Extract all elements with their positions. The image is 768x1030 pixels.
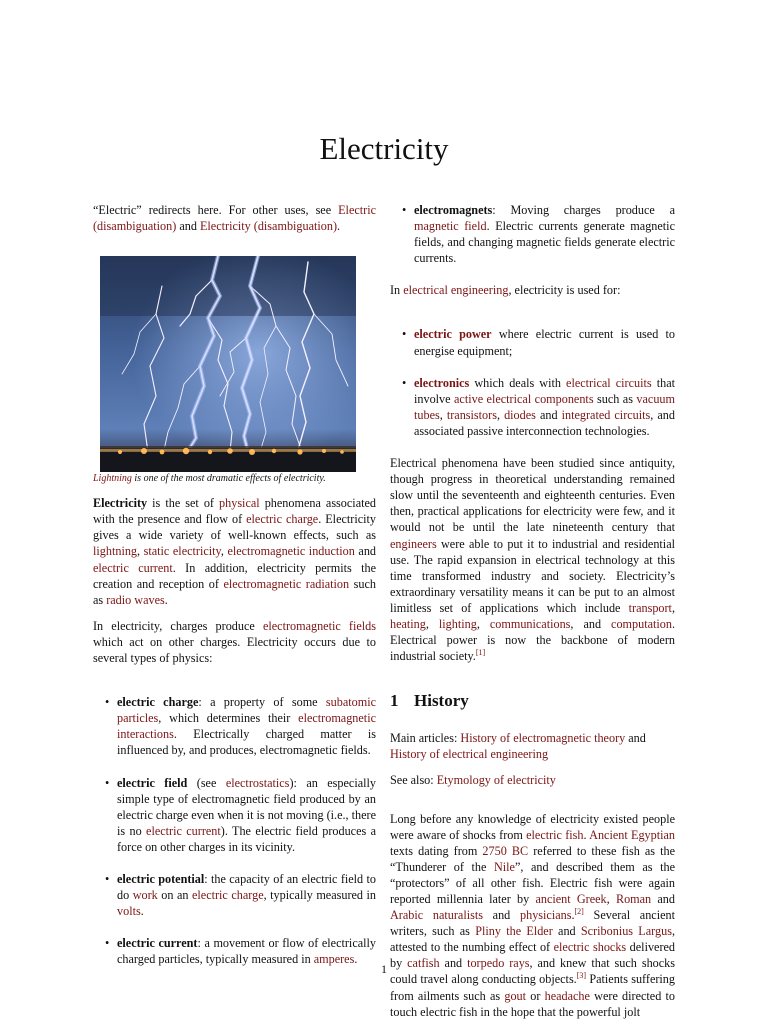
text: : a property of some bbox=[198, 695, 326, 710]
text: Several ancient writers, such as bbox=[390, 908, 675, 939]
text: which deals with bbox=[469, 375, 567, 390]
link-catfish[interactable]: catfish bbox=[407, 956, 440, 971]
link-transistors[interactable]: transistors bbox=[446, 407, 497, 422]
text: and bbox=[552, 924, 581, 939]
text: . bbox=[571, 908, 575, 923]
link-gout[interactable]: gout bbox=[504, 988, 527, 1003]
link-communications[interactable]: communications bbox=[489, 616, 571, 631]
text: , bbox=[476, 616, 490, 631]
text: : the capacity of an electric field to do bbox=[117, 871, 376, 903]
text: ). The electric field produces a force on other charges in its vicinity. bbox=[117, 823, 376, 854]
text: phenomena associated with the presence and flow of bbox=[93, 496, 376, 527]
text: and bbox=[625, 731, 646, 746]
link-lighting[interactable]: lighting bbox=[438, 616, 477, 631]
text: , typically measured in bbox=[263, 888, 377, 903]
bullet-icon: • bbox=[105, 871, 110, 886]
text: , bbox=[137, 544, 144, 559]
figure-caption bbox=[93, 472, 376, 485]
text: , bbox=[496, 407, 505, 422]
bold-term: electromagnets bbox=[414, 203, 493, 217]
text: . In addition, electricity permits the creation and reception of bbox=[93, 560, 376, 591]
section-number: 1 bbox=[390, 691, 399, 711]
link-lightning[interactable]: Lightning bbox=[93, 473, 132, 485]
text: and bbox=[354, 544, 377, 559]
text: , and bbox=[570, 616, 612, 631]
link-electricity-disambiguation[interactable]: Electricity (disambiguation) bbox=[199, 219, 338, 234]
main-articles-note bbox=[390, 730, 675, 762]
bullet-icon: • bbox=[402, 327, 407, 342]
text: and bbox=[482, 908, 520, 923]
text: such as bbox=[593, 391, 637, 406]
bullet-icon: • bbox=[402, 203, 407, 217]
text: , bbox=[220, 544, 228, 559]
link-arabic-naturalists[interactable]: Arabic naturalists bbox=[390, 908, 483, 923]
text: Electrical phenomena have been studied since antiquity, though progress in theoretical understanding remained slow until the seventeenth and eighteenth centuries. Even then, practical applications for electricity were few, and it would not be until the late nineteenth century that bbox=[390, 456, 675, 535]
text: . bbox=[140, 904, 144, 919]
text: See also: bbox=[390, 773, 437, 788]
link-magnetic-field[interactable]: magnetic field bbox=[414, 219, 487, 234]
text: . Electric currents generate magnetic fields, and changing magnetic fields generate electric currents. bbox=[414, 219, 675, 266]
link-electromagnetic-radiation[interactable]: electromagnetic radiation bbox=[223, 576, 350, 591]
text: , attested to the numbing effect of bbox=[390, 924, 675, 955]
list-item bbox=[93, 775, 376, 855]
text: . bbox=[164, 592, 168, 607]
bullet-icon: • bbox=[105, 936, 110, 951]
link-electric-power[interactable]: electric power bbox=[414, 327, 492, 342]
link-radio-waves[interactable]: radio waves bbox=[106, 592, 165, 607]
text: Patients suffering from ailments such as bbox=[390, 972, 675, 1003]
uses-list bbox=[390, 326, 675, 439]
link-torpedo-rays[interactable]: torpedo rays bbox=[467, 956, 530, 971]
text: or bbox=[526, 988, 545, 1003]
text: . Electrical power is now the backbone of modern industrial society. bbox=[390, 616, 676, 664]
right-column bbox=[390, 202, 675, 1030]
text: where electric current is used to energise equipment; bbox=[414, 327, 675, 358]
link-history-electrical-engineering[interactable]: History of electrical engineering bbox=[390, 747, 549, 762]
bullet-icon: • bbox=[105, 695, 110, 710]
link-electromagnetic-induction[interactable]: electromagnetic induction bbox=[227, 544, 355, 559]
intro-paragraph bbox=[93, 495, 376, 608]
fields-paragraph bbox=[93, 618, 376, 666]
link-electric-shocks[interactable]: electric shocks bbox=[553, 940, 627, 955]
link-engineers[interactable]: engineers bbox=[390, 536, 437, 551]
text: : a movement or flow of electrically charged particles, typically measured in bbox=[117, 936, 376, 967]
link-work[interactable]: work bbox=[132, 888, 158, 903]
text: , bbox=[439, 407, 447, 422]
link-static-electricity[interactable]: static electricity bbox=[143, 544, 221, 559]
text: Long before any knowledge of electricity existed people were aware of shocks from bbox=[390, 811, 675, 842]
text: In bbox=[390, 283, 404, 298]
link-electromagnetic-fields[interactable]: electromagnetic fields bbox=[262, 618, 376, 633]
link-nile[interactable]: Nile bbox=[493, 859, 515, 874]
bold-term: electric current bbox=[117, 936, 198, 951]
link-electrical-engineering[interactable]: electrical engineering bbox=[403, 283, 509, 298]
page-title: Electricity bbox=[319, 130, 449, 166]
text: , which determines their bbox=[158, 711, 299, 726]
physics-list-continued bbox=[390, 202, 675, 266]
link-electric-charge-2[interactable]: electric charge bbox=[191, 888, 264, 903]
history-paragraph bbox=[390, 811, 675, 1020]
list-item bbox=[390, 202, 675, 266]
link-headache[interactable]: headache bbox=[544, 988, 590, 1003]
text: were able to put it to industrial and residential use. The rapid expansion in electrical technology at this time transformed industry and society. Electricity’s extraordinary versatility means it can be put to an almost limitless set of applications which include bbox=[390, 536, 675, 615]
link-electric-charge[interactable]: electric charge bbox=[246, 512, 319, 527]
text: delivered by bbox=[390, 940, 676, 971]
text: “Electric” redirects here. For other uses, see bbox=[93, 203, 339, 217]
list-item bbox=[390, 375, 675, 439]
text: and bbox=[535, 407, 562, 422]
bullet-icon: • bbox=[402, 375, 407, 390]
link-integrated-circuits[interactable]: integrated circuits bbox=[561, 407, 651, 422]
link-electrical-circuits[interactable]: electrical circuits bbox=[566, 375, 652, 390]
link-ancient-greek[interactable]: ancient Greek bbox=[535, 892, 607, 906]
link-volts[interactable]: volts bbox=[117, 904, 141, 919]
text: . bbox=[583, 827, 590, 842]
text: , bbox=[425, 616, 439, 631]
text: such as bbox=[93, 576, 376, 607]
text: and bbox=[439, 956, 468, 971]
link-subatomic-particles[interactable]: subatomic particles bbox=[117, 695, 376, 726]
link-transport[interactable]: transport bbox=[628, 600, 672, 615]
text: : Moving charges produce a bbox=[492, 203, 675, 217]
text: . Electrically charged matter is influenced by, and produces, electromagnetic fields. bbox=[117, 727, 376, 758]
hatnote bbox=[93, 202, 376, 234]
citation-3[interactable]: [3] bbox=[576, 971, 587, 981]
engineering-paragraph bbox=[390, 282, 675, 298]
link-electromagnetic-interactions[interactable]: electromagnetic interactions bbox=[117, 711, 376, 742]
text: , bbox=[606, 892, 616, 906]
text: texts dating from bbox=[390, 843, 483, 858]
section-title: History bbox=[414, 691, 469, 711]
link-amperes[interactable]: amperes bbox=[313, 952, 355, 967]
text: , electricity is used for: bbox=[508, 283, 621, 298]
text: , and knew that such shocks could travel along conducting objects. bbox=[390, 956, 675, 987]
link-electric-current-2[interactable]: electric current bbox=[146, 823, 221, 838]
text: which act on other charges. Electricity occurs due to several types of physics: bbox=[93, 634, 376, 666]
text: is the set of bbox=[147, 496, 220, 511]
text: , bbox=[671, 600, 675, 615]
text: ”, and described them as the “protectors” of all other fish. Electric fish were again reported millennia later by bbox=[390, 859, 675, 906]
link-active-electrical-components[interactable]: active electrical components bbox=[454, 391, 594, 406]
text: . bbox=[337, 219, 341, 234]
bold-term: electric potential bbox=[117, 871, 205, 886]
link-physical[interactable]: physical bbox=[219, 496, 260, 511]
text: referred to these fish as the “Thunderer of the bbox=[390, 843, 675, 874]
link-pliny-the-elder[interactable]: Pliny the Elder bbox=[475, 924, 553, 939]
link-electric-current[interactable]: electric current bbox=[93, 560, 173, 575]
link-electronics[interactable]: electronics bbox=[414, 375, 470, 390]
text: . Electricity gives a wide variety of well-known effects, such as bbox=[93, 512, 376, 543]
link-diodes[interactable]: diodes bbox=[504, 407, 536, 422]
link-heating[interactable]: heating bbox=[390, 616, 426, 631]
link-2750-bc[interactable]: 2750 BC bbox=[482, 843, 529, 858]
phenomena-paragraph bbox=[390, 455, 675, 664]
link-etymology-electricity[interactable]: Etymology of electricity bbox=[436, 773, 556, 788]
text: . bbox=[354, 952, 358, 967]
link-lightning-2[interactable]: lightning bbox=[93, 544, 138, 559]
physics-list bbox=[93, 694, 376, 967]
text: Main articles: bbox=[390, 731, 461, 746]
bold-term: electric field bbox=[117, 775, 188, 790]
list-item bbox=[390, 326, 675, 358]
bold-term-electricity: Electricity bbox=[93, 496, 148, 511]
section-heading-history bbox=[390, 690, 675, 712]
bold-term: electric charge bbox=[117, 695, 199, 710]
link-electrostatics[interactable]: electrostatics bbox=[225, 775, 290, 790]
text: ): an especially simple type of electromagnetic field produced by an electric charge even when it is not moving (i.e., there is no bbox=[117, 775, 377, 838]
citation-1[interactable]: [1] bbox=[475, 648, 486, 658]
text: and bbox=[176, 219, 200, 234]
link-computation[interactable]: computation bbox=[611, 616, 672, 631]
lightning-photo[interactable] bbox=[100, 256, 356, 472]
text: on an bbox=[157, 888, 192, 903]
link-ancient-egyptian[interactable]: Ancient Egyptian bbox=[589, 827, 675, 842]
link-electric-disambiguation[interactable]: Electric (disambiguation) bbox=[93, 203, 376, 234]
text: that involve bbox=[414, 375, 675, 406]
list-item bbox=[93, 694, 376, 758]
link-electric-fish[interactable]: electric fish bbox=[526, 827, 584, 842]
link-vacuum-tubes[interactable]: vacuum tubes bbox=[414, 391, 675, 422]
left-column bbox=[93, 202, 376, 983]
text: were directed to touch electric fish in the hope that the powerful jolt bbox=[390, 988, 676, 1019]
text: and bbox=[651, 892, 675, 906]
text: , and associated passive interconnection technologies. bbox=[414, 407, 675, 438]
link-physicians[interactable]: physicians bbox=[520, 908, 572, 923]
citation-2[interactable]: [2] bbox=[574, 907, 584, 917]
text: is one of the most dramatic effects of electricity. bbox=[131, 473, 326, 485]
bullet-icon: • bbox=[105, 775, 110, 790]
link-roman[interactable]: Roman bbox=[615, 892, 652, 906]
link-history-electromagnetic-theory[interactable]: History of electromagnetic theory bbox=[460, 731, 626, 746]
see-also-note bbox=[390, 772, 675, 788]
list-item bbox=[93, 871, 376, 919]
page-number: 1 bbox=[381, 962, 387, 976]
text: In electricity, charges produce bbox=[93, 618, 263, 633]
text: (see bbox=[187, 775, 226, 790]
link-scribonius-largus[interactable]: Scribonius Largus bbox=[580, 924, 672, 939]
